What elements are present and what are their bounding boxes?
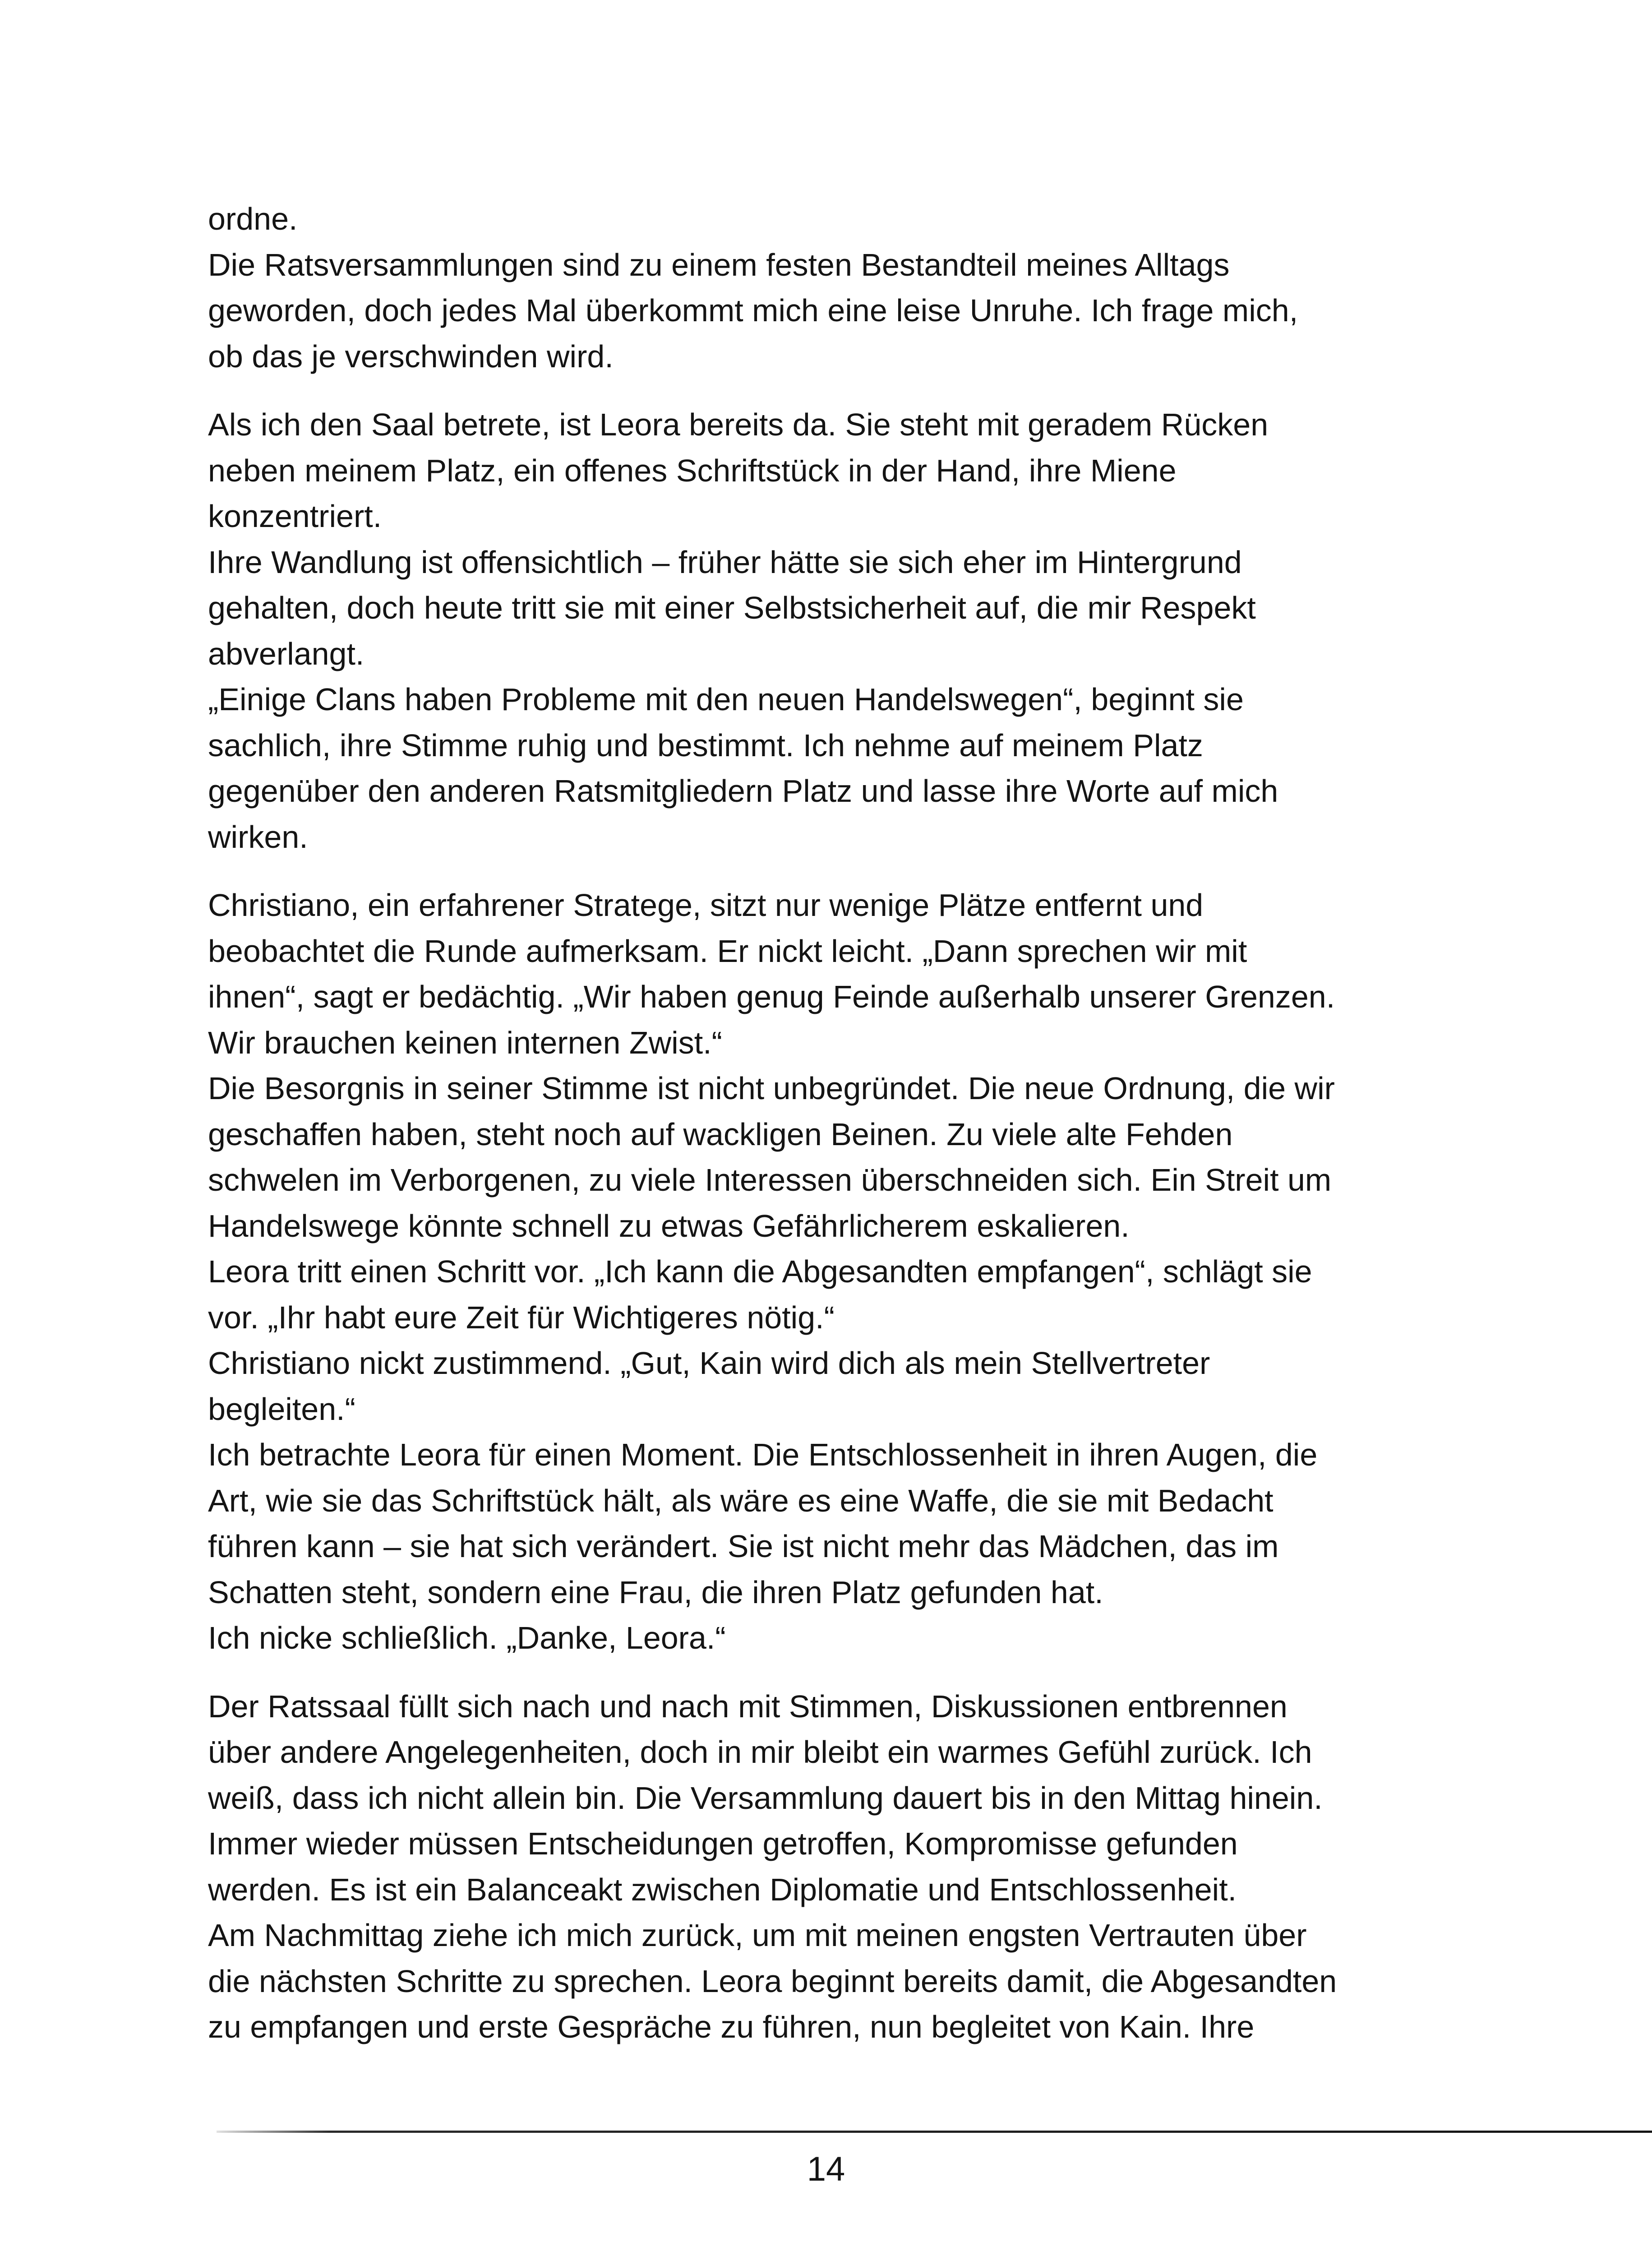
text-line: sachlich, ihre Stimme ruhig und bestimmt. Ich nehme auf meinem Platz xyxy=(208,727,1203,763)
text-line: Schatten steht, sondern eine Frau, die ihren Platz gefunden hat. xyxy=(208,1574,1103,1610)
text-line: Ich betrachte Leora für einen Moment. Die Entschlossenheit in ihren Augen, die xyxy=(208,1437,1318,1472)
text-line: über andere Angelegenheiten, doch in mir bleibt ein warmes Gefühl zurück. Ich xyxy=(208,1734,1312,1770)
text-line: Leora tritt einen Schritt vor. „Ich kann die Abgesandten empfangen“, schlägt sie xyxy=(208,1254,1312,1289)
page-body xyxy=(208,196,1449,2050)
text-line: geschaffen haben, steht noch auf wackligen Beinen. Zu viele alte Fehden xyxy=(208,1116,1233,1152)
text-line: abverlangt. xyxy=(208,636,365,671)
text-line: zu empfangen und erste Gespräche zu führen, nun begleitet von Kain. Ihre xyxy=(208,2009,1255,2044)
text-line: wirken. xyxy=(208,819,308,855)
paragraph xyxy=(208,883,1449,1661)
text-line: geworden, doch jedes Mal überkommt mich eine leise Unruhe. Ich frage mich, xyxy=(208,293,1298,328)
footer-divider xyxy=(217,2131,1652,2133)
text-line: Am Nachmittag ziehe ich mich zurück, um mit meinen engsten Vertrauten über xyxy=(208,1918,1307,1953)
text-line: vor. „Ihr habt eure Zeit für Wichtigeres nötig.“ xyxy=(208,1299,835,1335)
text-line: Die Besorgnis in seiner Stimme ist nicht unbegründet. Die neue Ordnung, die wir xyxy=(208,1071,1335,1106)
text-line: Immer wieder müssen Entscheidungen getroffen, Kompromisse gefunden xyxy=(208,1826,1238,1861)
text-line: Ihre Wandlung ist offensichtlich – früher hätte sie sich eher im Hintergrund xyxy=(208,544,1242,580)
text-line: ob das je verschwinden wird. xyxy=(208,338,614,374)
text-line: die nächsten Schritte zu sprechen. Leora beginnt bereits damit, die Abgesandten xyxy=(208,1963,1337,1999)
text-line: Christiano nickt zustimmend. „Gut, Kain wird dich als mein Stellvertreter xyxy=(208,1345,1210,1381)
text-line: konzentriert. xyxy=(208,499,382,534)
text-line: neben meinem Platz, ein offenes Schriftstück in der Hand, ihre Miene xyxy=(208,453,1177,488)
text-line: weiß, dass ich nicht allein bin. Die Versammlung dauert bis in den Mittag hinein. xyxy=(208,1780,1323,1816)
text-line: ordne. xyxy=(208,201,298,236)
text-line: Als ich den Saal betrete, ist Leora bereits da. Sie steht mit geradem Rücken xyxy=(208,407,1269,442)
text-line: Christiano, ein erfahrener Stratege, sitzt nur wenige Plätze entfernt und xyxy=(208,888,1204,923)
paragraph xyxy=(208,402,1449,860)
text-line: beobachtet die Runde aufmerksam. Er nickt leicht. „Dann sprechen wir mit xyxy=(208,933,1247,969)
text-line: werden. Es ist ein Balanceakt zwischen Diplomatie und Entschlossenheit. xyxy=(208,1872,1237,1907)
text-line: schwelen im Verborgenen, zu viele Interessen überschneiden sich. Ein Streit um xyxy=(208,1162,1332,1197)
text-line: Wir brauchen keinen internen Zwist.“ xyxy=(208,1025,722,1060)
text-line: Handelswege könnte schnell zu etwas Gefährlicherem eskalieren. xyxy=(208,1208,1130,1244)
text-line: führen kann – sie hat sich verändert. Sie ist nicht mehr das Mädchen, das im xyxy=(208,1529,1279,1564)
page-number: 14 xyxy=(807,2150,845,2188)
text-line: Art, wie sie das Schriftstück hält, als wäre es eine Waffe, die sie mit Bedacht xyxy=(208,1483,1274,1518)
paragraph xyxy=(208,1684,1449,2050)
text-line: begleiten.“ xyxy=(208,1391,355,1427)
text-line: „Einige Clans haben Probleme mit den neuen Handelswegen“, beginnt sie xyxy=(208,682,1244,717)
paragraph xyxy=(208,196,1449,379)
text-line: gehalten, doch heute tritt sie mit einer Selbstsicherheit auf, die mir Respekt xyxy=(208,590,1256,625)
text-line: gegenüber den anderen Ratsmitgliedern Platz und lasse ihre Worte auf mich xyxy=(208,773,1278,809)
text-line: Der Ratssaal füllt sich nach und nach mit Stimmen, Diskussionen entbrennen xyxy=(208,1688,1287,1724)
text-line: Die Ratsversammlungen sind zu einem festen Bestandteil meines Alltags xyxy=(208,247,1230,282)
text-line: ihnen“, sagt er bedächtig. „Wir haben genug Feinde außerhalb unserer Grenzen. xyxy=(208,979,1335,1014)
text-line: Ich nicke schließlich. „Danke, Leora.“ xyxy=(208,1620,726,1655)
